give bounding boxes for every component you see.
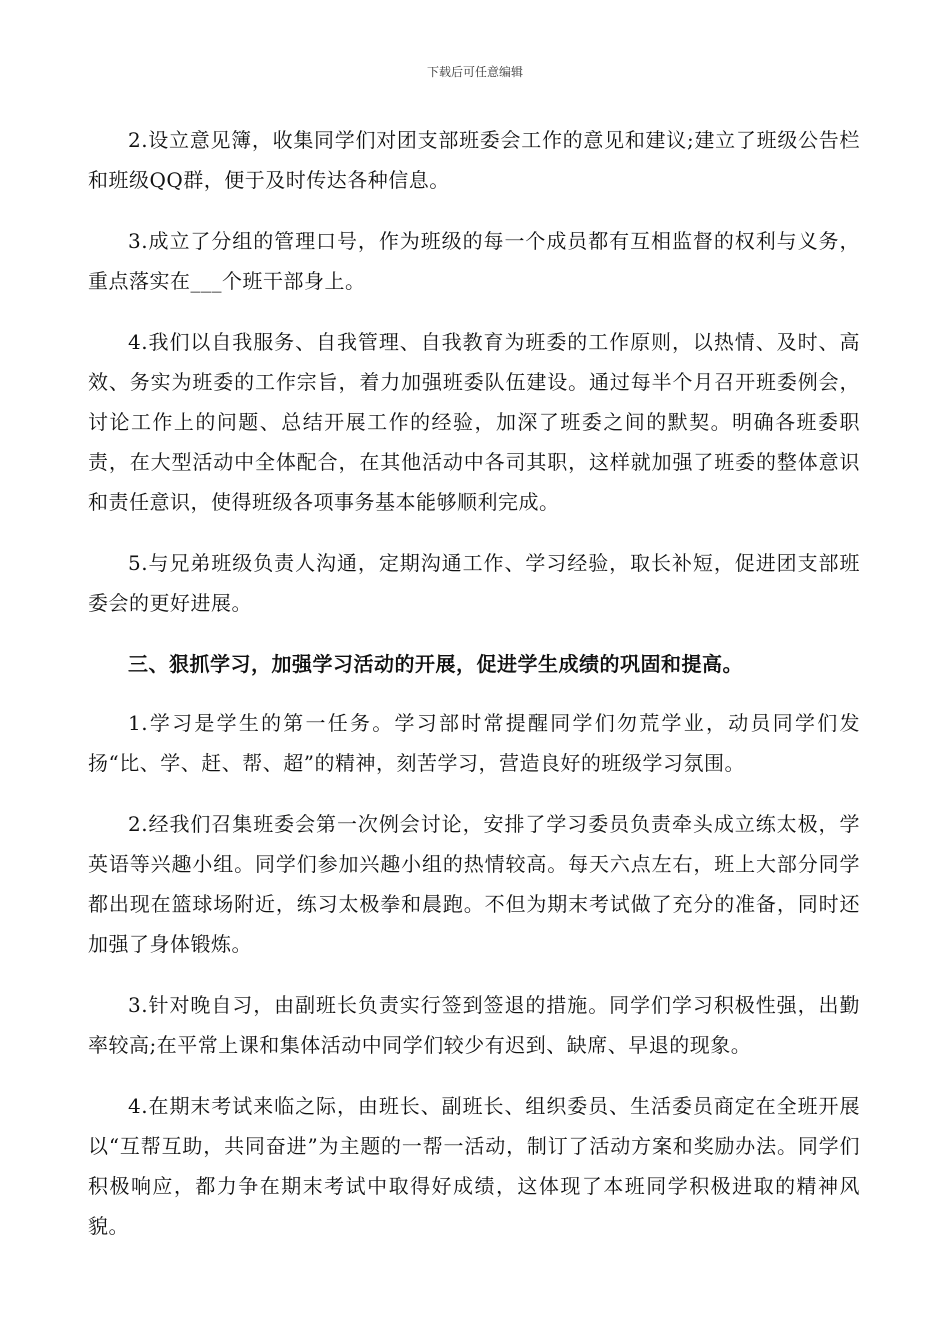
paragraph-item-3: 3.成立了分组的管理口号，作为班级的每一个成员都有互相监督的权利与义务，重点落实在___个班干部身上。 [88,229,860,293]
paragraph-item-5: 5.与兄弟班级负责人沟通，定期沟通工作、学习经验，取长补短，促进团支部班委会的更好进展。 [88,551,860,615]
study-item-3: 3.针对晚自习，由副班长负责实行签到签退的措施。同学们学习积极性强，出勤率较高;在平常上课和集体活动中同学们较少有迟到、缺席、早退的现象。 [88,993,860,1057]
page-header-note: 下载后可任意编辑 [426,65,523,79]
paragraph-item-4: 4.我们以自我服务、自我管理、自我教育为班委的工作原则，以热情、及时、高效、务实为班委的工作宗旨，着力加强班委队伍建设。通过每半个月召开班委例会，讨论工作上的问题、总结开展工作的经验，加深了班委之间的默契。明确各班委职责，在大型活动中全体配合，在其他活动中各司其职，这样就加强了班委的整体意识和责任意识，使得班级各项事务基本能够顺利完成。 [88,330,860,514]
paragraph-item-2: 2.设立意见簿，收集同学们对团支部班委会工作的意见和建议;建立了班级公告栏和班级QQ群，便于及时传达各种信息。 [88,128,860,192]
study-item-2: 2.经我们召集班委会第一次例会讨论，安排了学习委员负责牵头成立练太极，学英语等兴趣小组。同学们参加兴趣小组的热情较高。每天六点左右，班上大部分同学都出现在篮球场附近，练习太极拳和晨跑。不但为期末考试做了充分的准备，同时还加强了身体锻炼。 [88,812,860,956]
study-item-1: 1.学习是学生的第一任务。学习部时常提醒同学们勿荒学业，动员同学们发扬“比、学、赶、帮、超”的精神，刻苦学习，营造良好的班级学习氛围。 [88,711,860,775]
study-item-4: 4.在期末考试来临之际，由班长、副班长、组织委员、生活委员商定在全班开展以“互帮互助，共同奋进”为主题的一帮一活动，制订了活动方案和奖励办法。同学们积极响应，都力争在期末考试中取得好成绩，这体现了本班同学积极进取的精神风貌。 [88,1094,860,1238]
section-heading-3: 三、狠抓学习，加强学习活动的开展，促进学生成绩的巩固和提高。 [128,652,743,676]
document-body [88,120,860,1267]
